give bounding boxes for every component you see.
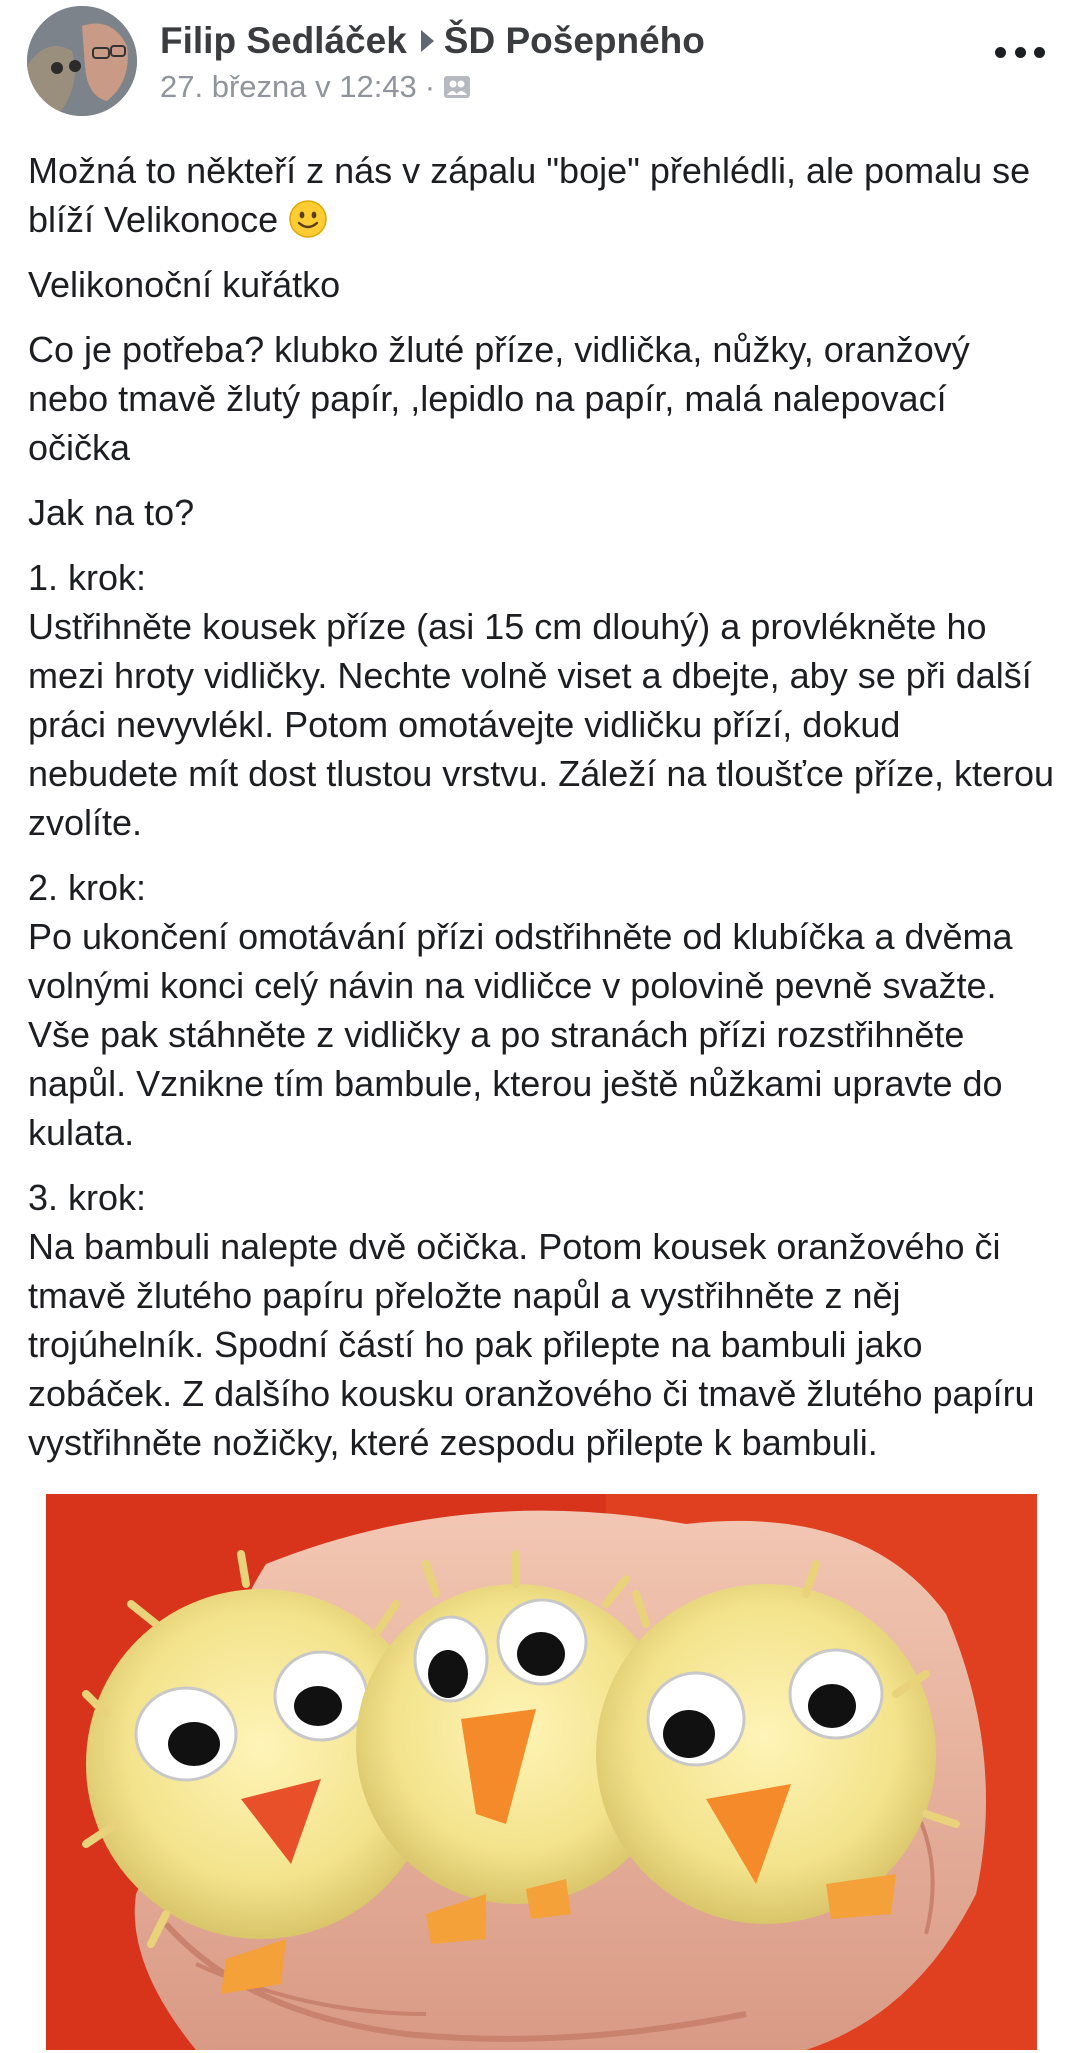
meta-separator: · xyxy=(424,69,436,104)
step-text: Na bambuli nalepte dvě očička. Potom kousek oranžového či tmavě žlutého papíru přeložte napůl a vystřihněte z něj trojúhelník. Spodní částí ho pak přilepte na bambuli jako zobáček. Z dalšího kousku oranžového či tmavě žlutého papíru vystřihněte nožičky, které zespodu přilepte k bambuli. xyxy=(28,1226,1035,1463)
group-audience-icon xyxy=(443,75,471,99)
post-photo[interactable] xyxy=(46,1494,1037,2050)
materials-paragraph: Co je potřeba? klubko žluté příze, vidlička, nůžky, oranžový nebo tmavě žlutý papír, ,lepidlo na papír, malá nalepovací očička xyxy=(28,329,970,468)
step-label: 3. krok: xyxy=(28,1177,147,1218)
step-paragraph xyxy=(28,553,1058,847)
avatar-image xyxy=(27,6,137,116)
more-options-icon[interactable] xyxy=(995,42,1045,62)
post-header-text xyxy=(160,18,705,106)
step-paragraph xyxy=(28,863,1058,1157)
post-title: Velikonoční kuřátko xyxy=(28,264,341,305)
post-body xyxy=(28,146,1058,1483)
step-label: 2. krok: xyxy=(28,867,147,908)
intro-paragraph xyxy=(28,146,1058,244)
group-name[interactable]: ŠD Pošepného xyxy=(443,20,705,61)
caret-right-icon xyxy=(421,30,434,52)
post-meta xyxy=(160,68,705,106)
more-dot xyxy=(1034,47,1045,58)
intro-text: Možná to někteří z nás v zápalu "boje" přehlédli, ale pomalu se blíží Velikonoce xyxy=(28,150,1031,240)
slightly-smiling-face-icon xyxy=(288,199,328,239)
pompom-chicks-image xyxy=(46,1494,1037,2050)
howto-paragraph: Jak na to? xyxy=(28,492,195,533)
step-text: Ustřihněte kousek příze (asi 15 cm dlouhý) a provlékněte ho mezi hroty vidličky. Nechte volně viset a dbejte, aby se při další práci nevyvlékl. Potom omotávejte vidličku přízí, dokud nebudete mít dost tlustou vrstvu. Záleží na tloušťce příze, kterou zvolíte. xyxy=(28,606,1055,843)
more-dot xyxy=(1015,47,1026,58)
more-dot xyxy=(995,47,1006,58)
step-text: Po ukončení omotávání přízi odstřihněte od klubíčka a dvěma volnými konci celý návin na vidličce v polovině pevně svažte. Vše pak stáhněte z vidličky a po stranách přízi rozstřihněte napůl. Vznikne tím bambule, kterou ještě nůžkami upravte do kulata. xyxy=(28,916,1013,1153)
avatar[interactable] xyxy=(27,6,137,116)
post-header xyxy=(0,0,1075,130)
post-timestamp[interactable]: 27. března v 12:43 xyxy=(160,69,417,104)
step-label: 1. krok: xyxy=(28,557,147,598)
step-paragraph xyxy=(28,1173,1058,1467)
author-line xyxy=(160,18,705,64)
author-name[interactable]: Filip Sedláček xyxy=(160,20,407,61)
